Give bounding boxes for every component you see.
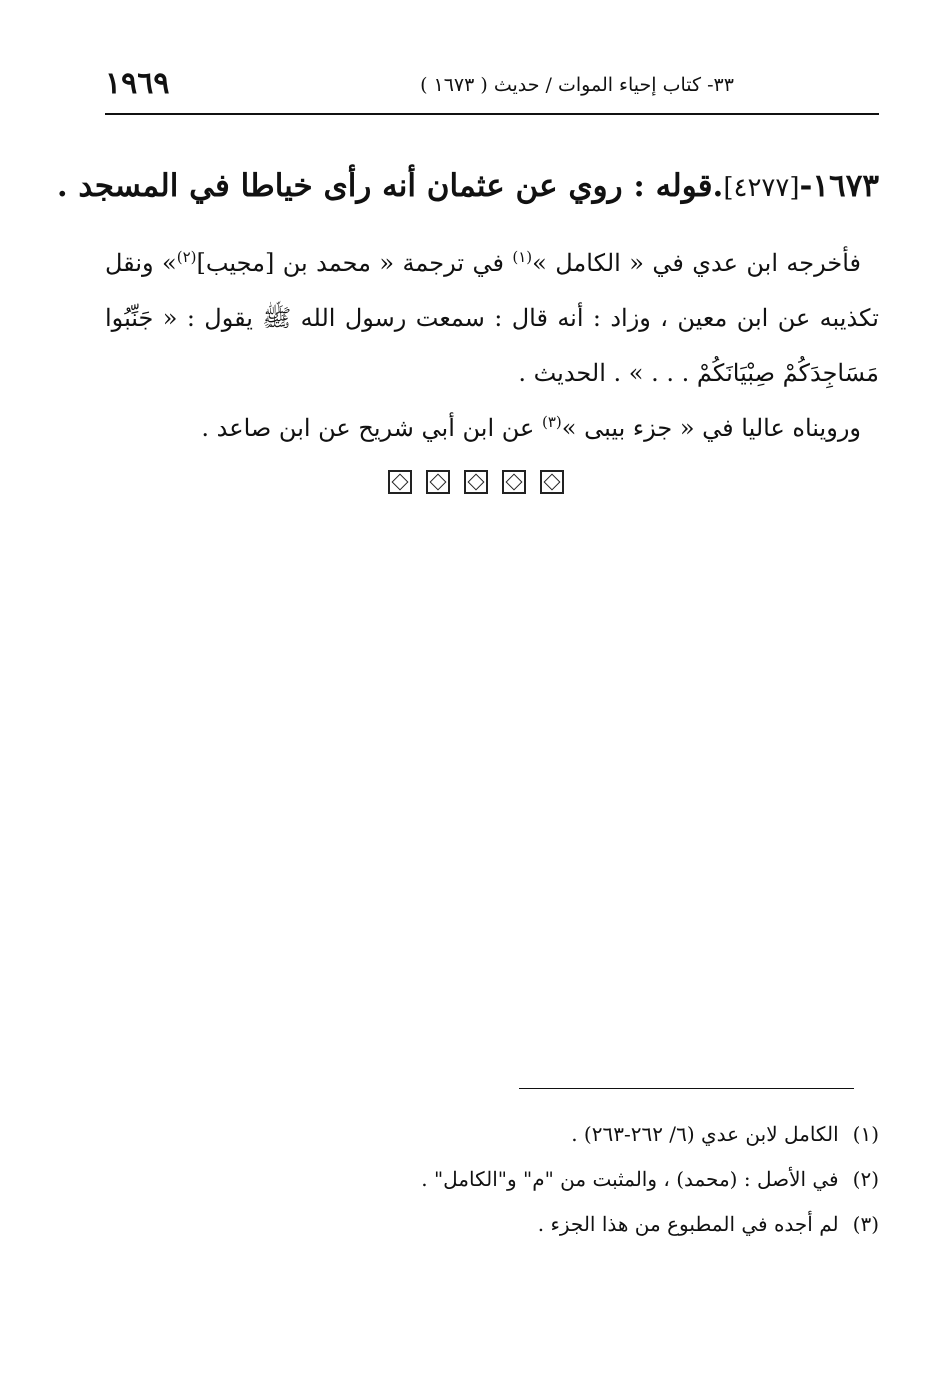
footnote-3 (105, 1202, 879, 1247)
ornament-icon (388, 470, 412, 494)
running-title: ٣٣- كتاب إحياء الموات / حديث ( ١٦٧٣ ) (420, 74, 734, 96)
footnote-number: (١) (852, 1122, 879, 1146)
footnote-number: (٣) (852, 1212, 879, 1236)
paragraph-1-part-2: في ترجمة « محمد بن [مجيب] (196, 249, 513, 277)
paragraph-1-part-1: فأخرجه ابن عدي في « الكامل » (532, 249, 861, 277)
section-divider-ornaments (0, 470, 951, 501)
footnote-2 (105, 1157, 879, 1202)
hadith-heading (56, 168, 879, 204)
footnote-ref-2: (٢) (176, 248, 197, 266)
body-text (105, 236, 879, 456)
paragraph-2-part-2: عن ابن أبي شريح عن ابن صاعد . (201, 414, 542, 442)
header-rule (105, 113, 879, 115)
ornament-icon (464, 470, 488, 494)
hadith-separator: - (799, 168, 813, 204)
footnote-text: الكامل لابن عدي (٦/ ٢٦٢-٢٦٣) . (571, 1122, 839, 1146)
ornament-icon (426, 470, 450, 494)
footnote-text: في الأصل : (محمد) ، والمثبت من "م" و"الكامل" . (421, 1167, 839, 1191)
footnote-ref-1: (١) (512, 248, 533, 266)
paragraph-1 (105, 236, 879, 401)
page-number: ١٩٦٩ (105, 66, 170, 101)
hadith-reference: [٤٢٧٧] (723, 173, 800, 203)
hadith-number: ١٦٧٣ (812, 168, 879, 204)
ornament-icon (502, 470, 526, 494)
hadith-title-text: .قوله : روي عن عثمان أنه رأى خياطا في المسجد . (56, 168, 724, 204)
footnote-rule (519, 1088, 854, 1089)
footnotes (105, 1112, 879, 1247)
ornament-icon (540, 470, 564, 494)
paragraph-2-part-1: ورويناه عاليا في « جزء بيبى » (561, 414, 861, 442)
footnote-number: (٢) (852, 1167, 879, 1191)
footnote-1 (105, 1112, 879, 1157)
page-header (105, 64, 879, 112)
footnote-ref-3: (٣) (541, 413, 562, 431)
paragraph-2 (105, 401, 879, 456)
footnote-text: لم أجده في المطبوع من هذا الجزء . (537, 1212, 839, 1236)
paragraph-1-part-3: » ونقل تكذيبه عن ابن معين ، وزاد : أنه قال : سمعت رسول الله ﷺ يقول : « جَنِّبُوا مَسَاجِدَكُمْ صِبْيَانَكُمْ . . . » . الحديث . (105, 249, 879, 387)
